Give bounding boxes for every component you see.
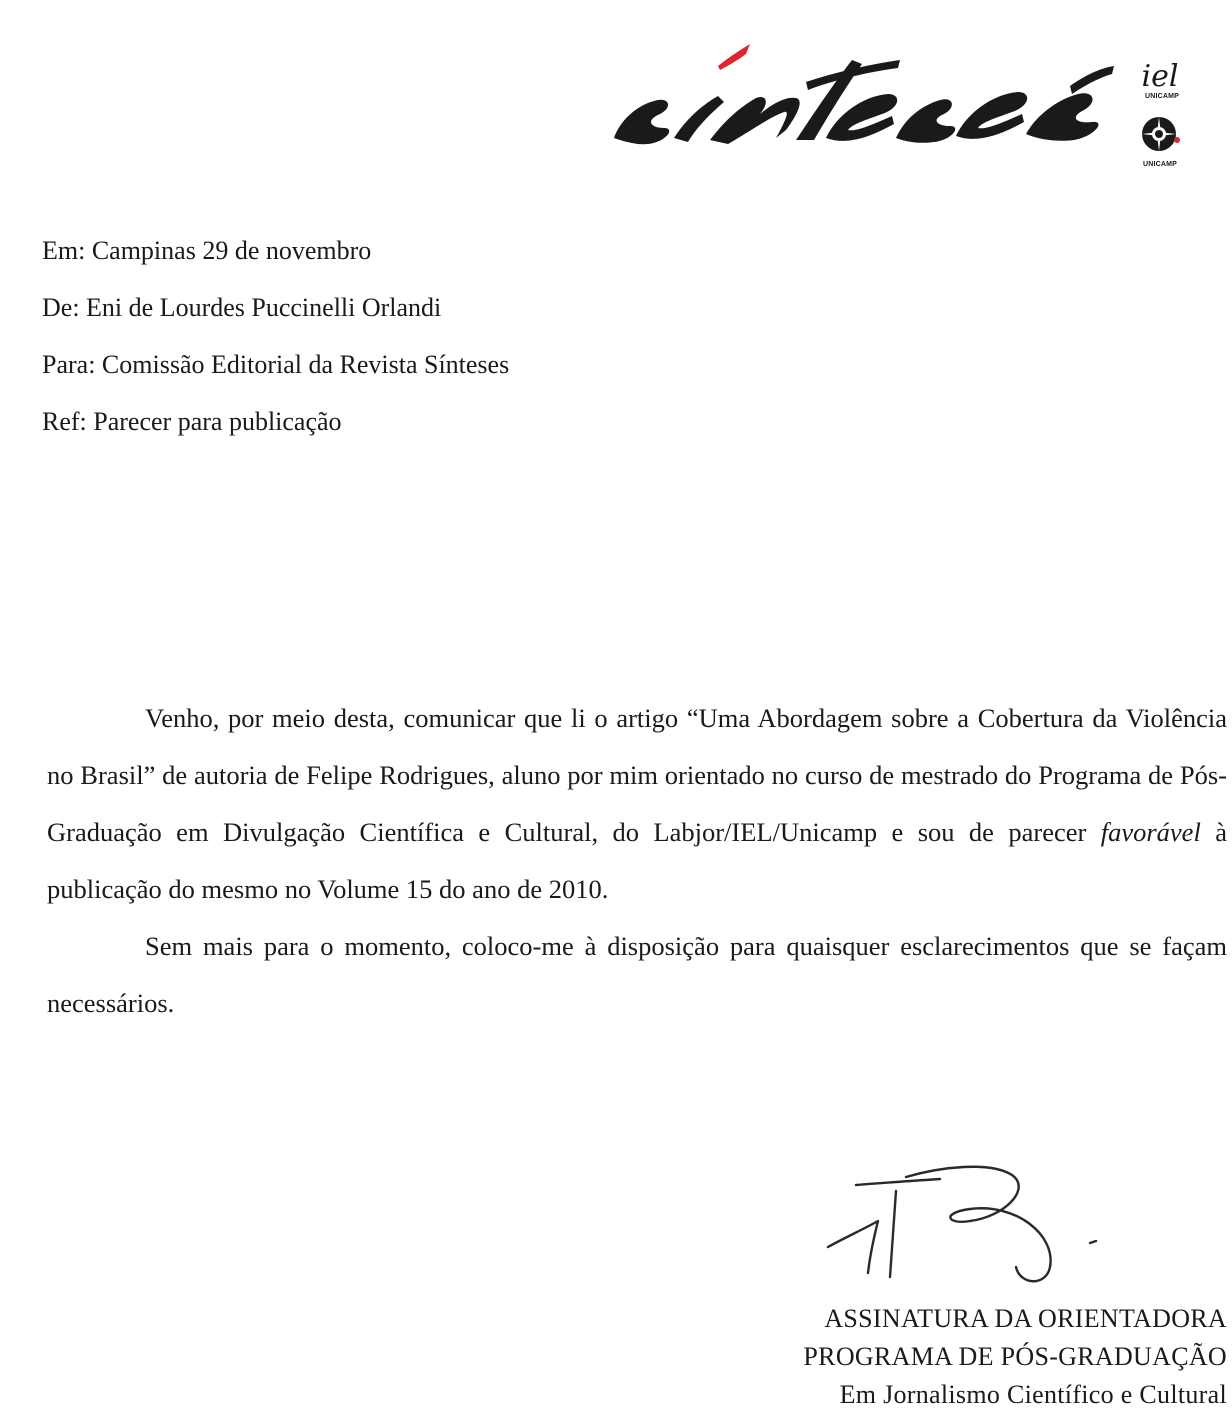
sinteses-wordmark-logo [600,20,1120,150]
unicamp-emblem-icon [1135,112,1185,160]
letterhead [600,20,1220,168]
handwritten-signature [820,1155,1110,1295]
signature-title: ASSINATURA DA ORIENTADORA [824,1304,1227,1333]
iel-caption: UNICAMP [1144,93,1180,100]
unicamp-caption: UNICAMP [1142,161,1178,168]
paragraph-1-text: Venho, por meio desta, comunicar que li o artigo “Uma Abordagem sobre a Cobertura da Violência no Brasil” de autoria de Felipe Rodrigues, aluno por mim orientado no curso de mestrado do Programa de Pós-Graduação em Divulgação Científica e Cultural, do Labjor/IEL/Unicamp e sou de parecer [47,703,1227,847]
from-line: De: Eni de Lourdes Puccinelli Orlandi [42,293,442,322]
body-paragraph-2 [47,918,1227,1032]
memo-header [42,222,509,450]
paragraph-1-ending: à publicação do mesmo no Volume 15 do ano de 2010. [47,817,1227,904]
ref-line: Ref: Parecer para publicação [42,407,342,436]
letter-body [47,690,1227,1032]
signature-program: PROGRAMA DE PÓS-GRADUAÇÃO [803,1342,1227,1371]
body-paragraph-1 [47,690,1227,918]
to-line: Para: Comissão Editorial da Revista Sínteses [42,350,510,379]
favorable-emphasis: favorável [1100,817,1201,847]
paragraph-2-text: Sem mais para o momento, coloco-me à disposição para quaisquer esclarecimentos que se façam necessários. [47,931,1227,1018]
svg-text:iel: iel [1141,59,1179,94]
signature-block [803,1300,1227,1414]
date-line: Em: Campinas 29 de novembro [42,236,372,265]
signature-field: Em Jornalismo Científico e Cultural [839,1380,1227,1409]
